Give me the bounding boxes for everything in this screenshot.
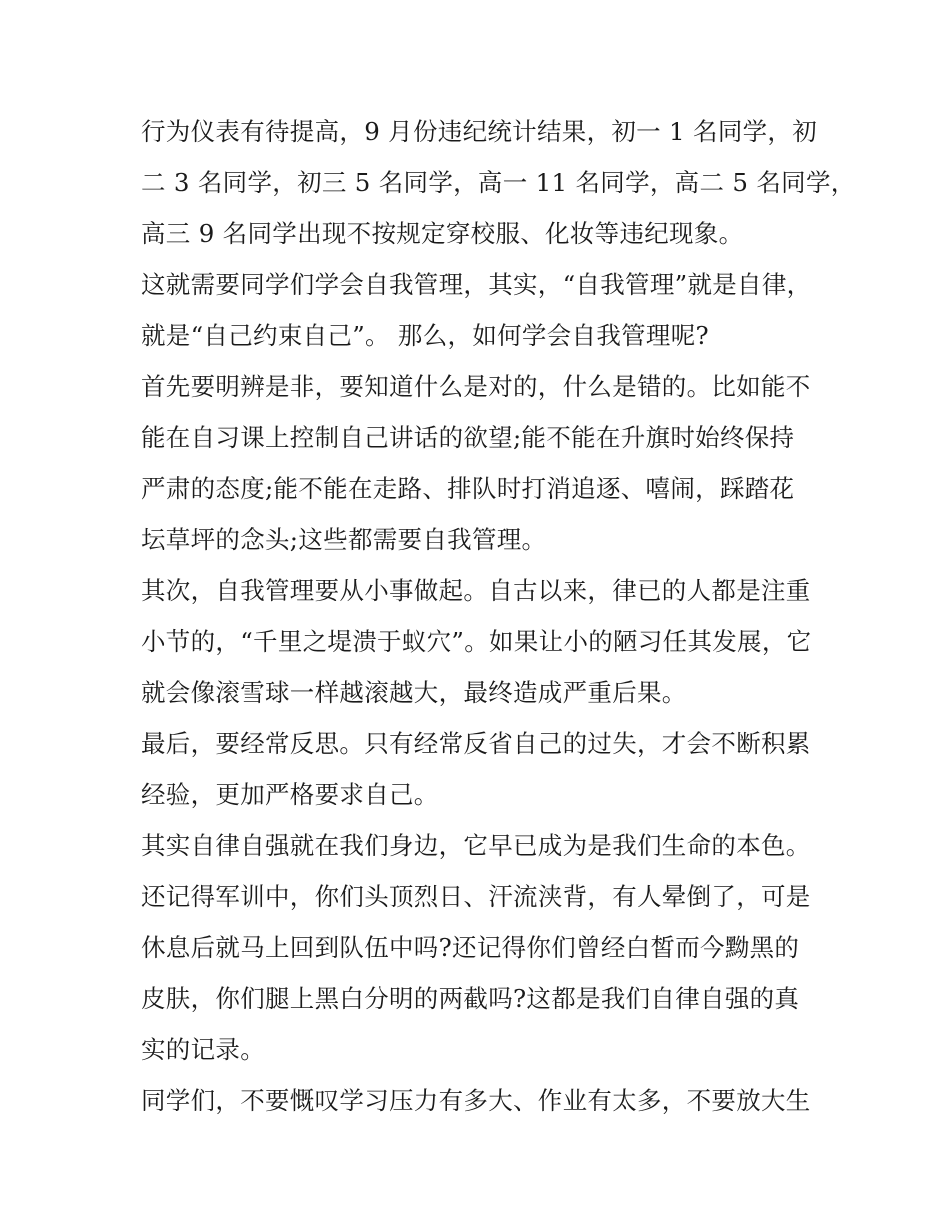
text-line: 其次，自我管理要从小事做起。自古以来，律已的人都是注重 (141, 576, 811, 605)
text-line: 最后，要经常反思。只有经常反省自己的过失，才会不断积累 (141, 729, 811, 758)
paragraph (141, 718, 821, 820)
text-line: 二 3 名同学，初三 5 名同学，高一 11 名同学，高二 5 名同学， (141, 168, 856, 197)
text-line: 这就需要同学们学会自我管理，其实，“自我管理”就是自律， (141, 270, 812, 299)
text-line: 能在自习课上控制自己讲话的欲望;能不能在升旗时始终保持 (141, 423, 795, 452)
text-line: 行为仪表有待提高，9 月份违纪统计结果，初一 1 名同学，初 (141, 117, 818, 146)
text-line: 小节的，“千里之堤溃于蚁穴”。如果让小的陋习任其发展，它 (141, 627, 812, 656)
text-line: 高三 9 名同学出现不按规定穿校服、化妆等违纪现象。 (141, 219, 744, 248)
text-line: 坛草坪的念头;这些都需要自我管理。 (141, 525, 547, 554)
text-line: 其实自律自强就在我们身边，它早已成为是我们生命的本色。 (141, 831, 811, 860)
paragraph (141, 106, 856, 259)
paragraph (141, 820, 821, 1075)
text-line: 同学们，不要慨叹学习压力有多大、作业有太多，不要放大生 (141, 1086, 811, 1115)
text-line: 皮肤，你们腿上黑白分明的两截吗?这都是我们自律自强的真 (141, 984, 800, 1013)
text-line: 就会像滚雪球一样越滚越大，最终造成严重后果。 (141, 678, 687, 707)
document-body (141, 106, 856, 1126)
text-line: 就是“自己约束自己”。 那么，如何学会自我管理呢? (141, 321, 709, 350)
paragraph (141, 259, 821, 361)
paragraph (141, 1075, 821, 1126)
text-line: 还记得军训中，你们头顶烈日、汗流浃背，有人晕倒了，可是 (141, 882, 811, 911)
text-line: 首先要明辨是非，要知道什么是对的，什么是错的。比如能不 (141, 372, 811, 401)
text-line: 经验，更加严格要求自己。 (141, 780, 439, 809)
text-line: 实的记录。 (141, 1035, 265, 1064)
paragraph (141, 361, 821, 565)
text-line: 休息后就马上回到队伍中吗?还记得你们曾经白皙而今黝黑的 (141, 933, 800, 962)
text-line: 严肃的态度;能不能在走路、排队时打消追逐、嘻闹，踩踏花 (141, 474, 795, 503)
paragraph (141, 565, 821, 718)
